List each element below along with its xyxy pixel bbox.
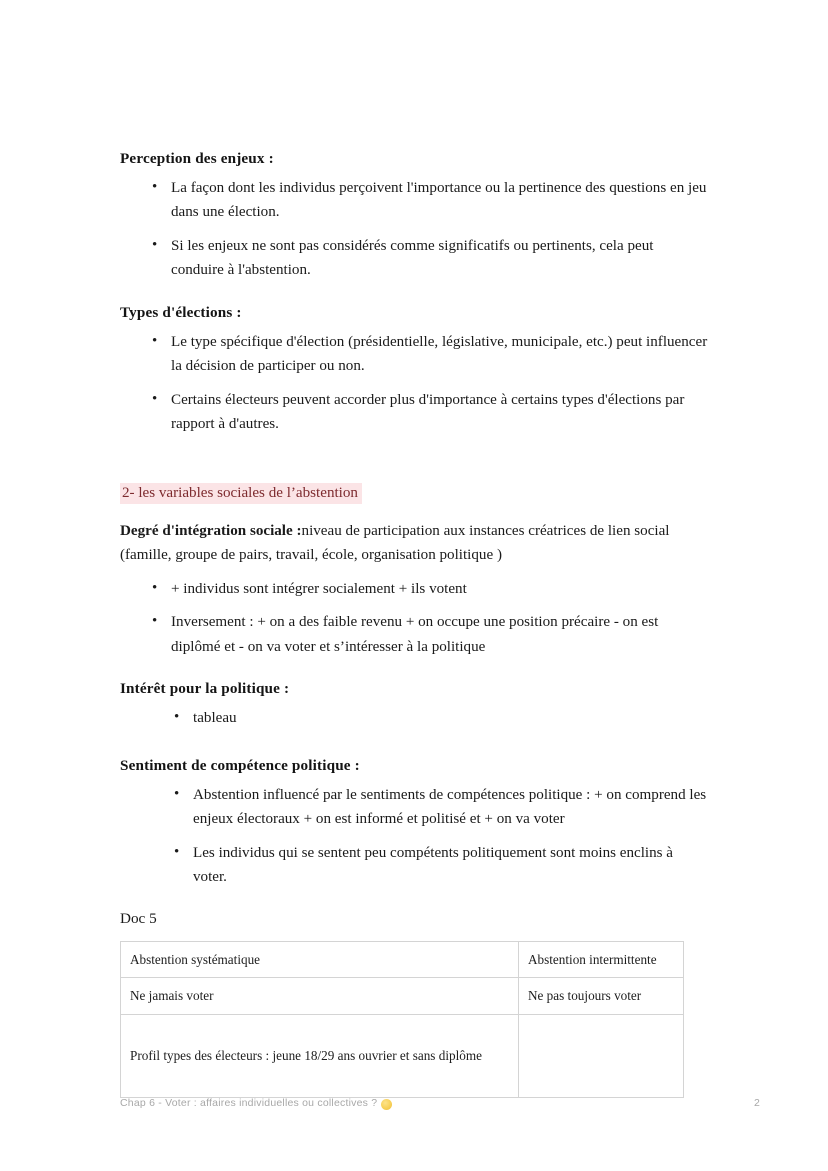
table-cell-abstention-systematique: Abstention systématique <box>121 942 519 978</box>
bullet-list-degre <box>120 577 710 659</box>
paragraph-lead-bold: Degré d'intégration sociale : <box>120 523 302 539</box>
footer-left <box>120 1097 392 1109</box>
abstention-table <box>120 941 684 1097</box>
spacer <box>120 669 710 678</box>
footer-title: Chap 6 - Voter : affaires individuelles ou collectives ? <box>120 1097 378 1109</box>
list-item: • La façon dont les individus perçoivent l'importance ou la pertinence des questions en jeu dans une élection. <box>149 176 710 225</box>
spacer <box>120 447 710 481</box>
section-heading-perception: Perception des enjeux : <box>120 150 274 167</box>
spacer <box>120 293 710 302</box>
spacer <box>120 568 710 577</box>
page-number: 2 <box>753 1097 760 1109</box>
bullet-list-sentiment <box>120 783 710 890</box>
section-heading-sentiment-competence: Sentiment de compétence politique : <box>120 756 360 774</box>
paragraph-degre-integration <box>120 519 710 568</box>
bullet-list-perception <box>120 176 710 283</box>
highlighted-subheading-wrapper <box>120 481 710 505</box>
paragraph-rest: niveau de participation aux instances créatrices de lien social (famille, groupe de pairs, travail, école, organisation politique ) <box>120 523 670 564</box>
table-cell-abstention-intermittente: Abstention intermittente <box>519 942 684 978</box>
table-row <box>121 978 684 1014</box>
table-cell-ne-pas-toujours-voter: Ne pas toujours voter <box>519 978 684 1014</box>
list-item: • Les individus qui se sentent peu compétents politiquement sont moins enclins à voter. <box>171 841 710 890</box>
bullet-list-types-elections <box>120 330 710 437</box>
table-row <box>121 942 684 978</box>
highlighted-subheading: 2- les variables sociales de l’abstention <box>120 483 362 504</box>
spacer <box>120 741 710 755</box>
table-cell-ne-jamais-voter: Ne jamais voter <box>121 978 519 1014</box>
list-item: • Si les enjeux ne sont pas considérés comme significatifs ou pertinents, cela peut conduire à l'abstention. <box>149 234 710 283</box>
section-heading-interet-politique: Intérêt pour la politique : <box>120 680 290 698</box>
list-item: • + individus sont intégrer socialement + ils votent <box>149 577 710 601</box>
table-cell-empty <box>519 1014 684 1097</box>
slightly-smiling-face-icon <box>381 1099 392 1110</box>
bullet-list-interet <box>120 706 710 730</box>
page-footer <box>120 1097 760 1109</box>
table-cell-profil-types: Profil types des électeurs : jeune 18/29 ans ouvrier et sans diplôme <box>121 1014 519 1097</box>
list-item: • Inversement : + on a des faible revenu + on occupe une position précaire - on est diplômé et - on va voter et s’intéresser à la politique <box>149 610 710 659</box>
spacer <box>120 899 710 908</box>
spacer <box>120 505 710 519</box>
list-item: • Certains électeurs peuvent accorder plus d'importance à certains types d'élections par rapport à d'autres. <box>149 388 710 437</box>
table-row <box>121 1014 684 1097</box>
list-item: • Le type spécifique d'élection (présidentielle, législative, municipale, etc.) peut influencer la décision de participer ou non. <box>149 330 710 379</box>
document-content <box>120 148 710 1098</box>
section-heading-types-elections: Types d'élections : <box>120 303 242 321</box>
list-item: • Abstention influencé par le sentiments de compétences politique : + on comprend les enjeux électoraux + on est informé et politisé et + on va voter <box>171 783 710 832</box>
list-item: • tableau <box>171 706 710 730</box>
doc-label: Doc 5 <box>120 910 157 928</box>
